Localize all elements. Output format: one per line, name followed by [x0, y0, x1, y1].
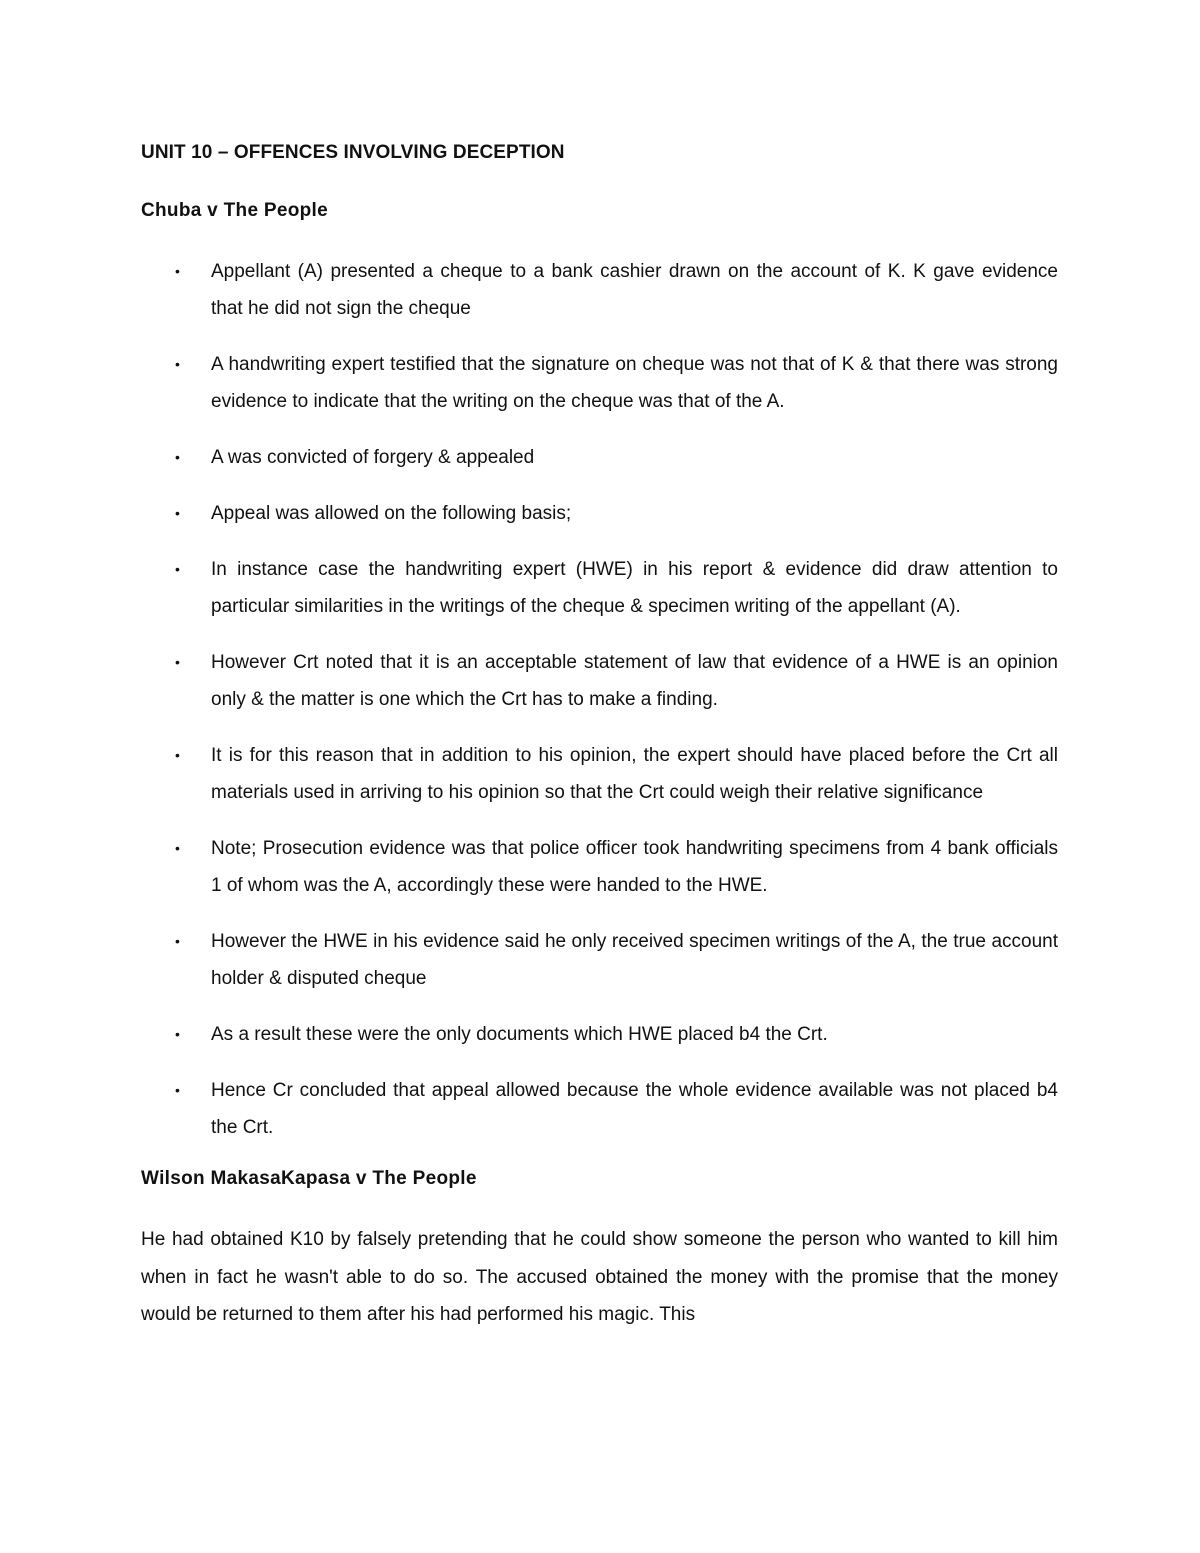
list-item [141, 346, 1058, 420]
list-item [141, 253, 1058, 327]
bullet-icon: • [175, 933, 180, 949]
bullet-icon: • [175, 263, 180, 279]
list-item-text: However Crt noted that it is an acceptable statement of law that evidence of a HWE is an opinion only & the matter is one which the Crt has to make a finding. [211, 652, 1058, 710]
bullet-icon: • [175, 1082, 180, 1098]
bullet-icon: • [175, 449, 180, 465]
list-item [141, 923, 1058, 997]
case-points-list [141, 253, 1058, 1146]
list-item [141, 737, 1058, 811]
list-item-text: In instance case the handwriting expert (HWE) in his report & evidence did draw attention to particular similarities in the writings of the cheque & specimen writing of the appellant (A). [211, 559, 1058, 617]
bullet-icon: • [175, 1026, 180, 1042]
list-item-text: It is for this reason that in addition to his opinion, the expert should have placed before the Crt all materials used in arriving to his opinion so that the Crt could weigh their relative significance [211, 745, 1058, 803]
list-item-text: Note; Prosecution evidence was that police officer took handwriting specimens from 4 bank officials 1 of whom was the A, accordingly these were handed to the HWE. [211, 838, 1058, 896]
document-title: UNIT 10 – OFFENCES INVOLVING DECEPTION [141, 142, 565, 163]
case-heading-chuba: Chuba v The People [141, 200, 328, 221]
list-item-text: Hence Cr concluded that appeal allowed because the whole evidence available was not placed b4 the Crt. [211, 1080, 1058, 1138]
list-item-text: A handwriting expert testified that the signature on cheque was not that of K & that there was strong evidence to indicate that the writing on the cheque was that of the A. [211, 354, 1058, 412]
list-item-text: Appeal was allowed on the following basis; [211, 503, 572, 524]
bullet-icon: • [175, 561, 180, 577]
case-heading-wilson: Wilson MakasaKapasa v The People [141, 1168, 477, 1189]
list-item-text: As a result these were the only documents which HWE placed b4 the Crt. [211, 1024, 828, 1045]
list-item-text: However the HWE in his evidence said he only received specimen writings of the A, the true account holder & disputed cheque [211, 931, 1058, 989]
list-item [141, 644, 1058, 718]
list-item [141, 439, 1058, 476]
bullet-icon: • [175, 356, 180, 372]
case-paragraph: He had obtained K10 by falsely pretending that he could show someone the person who wanted to kill him when in fact he wasn't able to do so. The accused obtained the money with the promise that the money would be returned to them after his had performed his magic. This [141, 1229, 1058, 1325]
list-item [141, 551, 1058, 625]
bullet-icon: • [175, 505, 180, 521]
list-item [141, 830, 1058, 904]
bullet-icon: • [175, 654, 180, 670]
list-item-text: A was convicted of forgery & appealed [211, 447, 535, 468]
list-item [141, 1016, 1058, 1053]
bullet-icon: • [175, 840, 180, 856]
list-item-text: Appellant (A) presented a cheque to a bank cashier drawn on the account of K. K gave evidence that he did not sign the cheque [211, 261, 1058, 319]
list-item [141, 1072, 1058, 1146]
list-item [141, 495, 1058, 532]
bullet-icon: • [175, 747, 180, 763]
document-page [141, 139, 1058, 1334]
